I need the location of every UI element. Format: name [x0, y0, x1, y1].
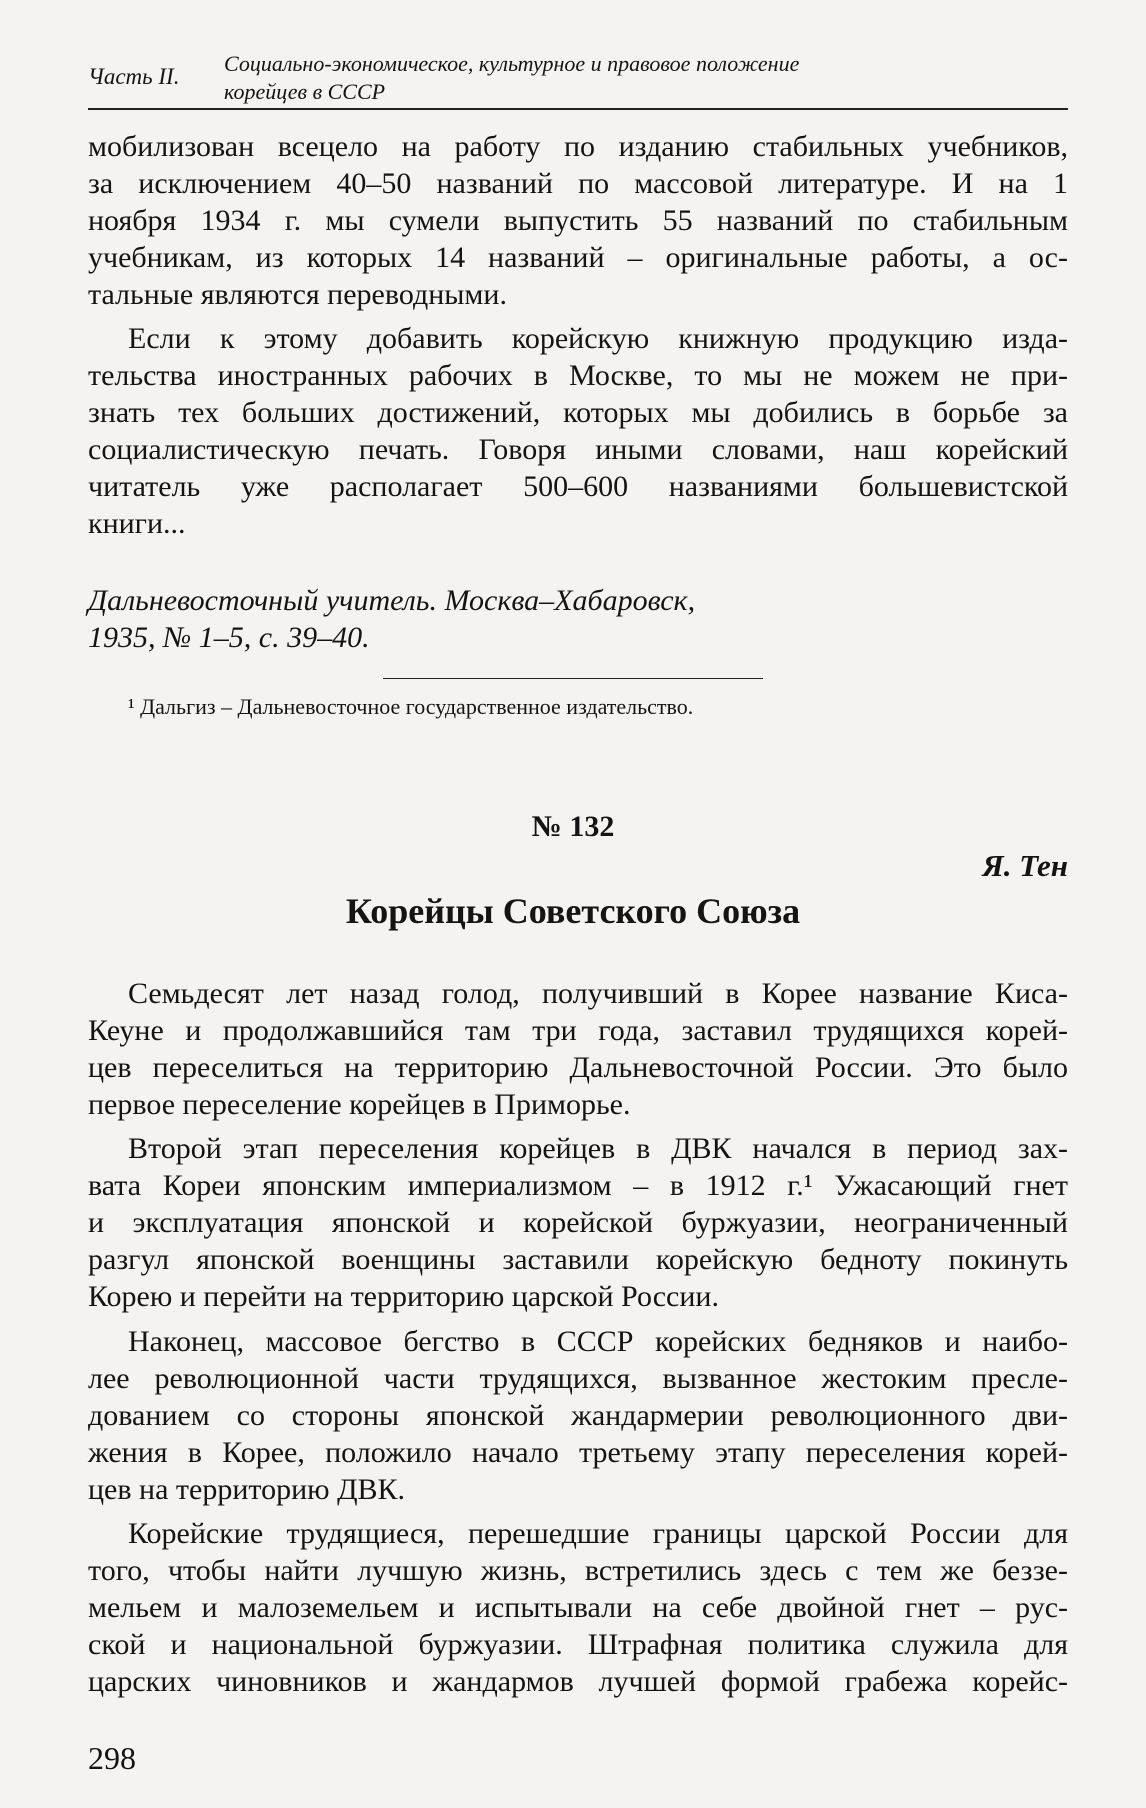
text-line: книги...: [88, 507, 186, 540]
text-line: Второй этап переселения корейцев в ДВК начался в период зах-: [128, 1132, 1068, 1165]
text-line: цев на территорию ДВК.: [88, 1473, 406, 1506]
text-line: тальные являются переводными.: [88, 278, 507, 311]
text-line: ской и национальной буржуазии. Штрафная политика служила для: [88, 1628, 1068, 1661]
text-line: царских чиновников и жандармов лучшей формой грабежа корейс-: [88, 1665, 1068, 1698]
text-line: Кеуне и продолжавшийся там три года, заставил трудящихся корей-: [88, 1014, 1068, 1047]
citation-line: Дальневосточный учитель. Москва–Хабаровск,: [88, 584, 696, 617]
paragraph-3: [88, 975, 1068, 1123]
text-line: лее революционной части трудящихся, вызванное жестоким пресле-: [88, 1362, 1068, 1395]
text-line: читатель уже располагает 500–600 названиями большевистской: [88, 470, 1068, 503]
text-line: Корею и перейти на территорию царской России.: [88, 1280, 719, 1313]
text-line: учебникам, из которых 14 названий – оригинальные работы, а ос-: [88, 241, 1068, 274]
paragraph-5: [88, 1323, 1068, 1508]
text-line: мобилизован всецело на работу по изданию стабильных учебников,: [88, 130, 1068, 163]
paragraph-4: [88, 1130, 1068, 1315]
header-title-line: корейцев в СССР: [224, 79, 386, 104]
footnote: ¹ Дальгиз – Дальневосточное государственное издательство.: [128, 694, 694, 719]
paragraph-2: [88, 320, 1068, 542]
document-author: Я. Тен: [982, 848, 1068, 883]
text-line: вата Кореи японским империализмом – в 1912 г.¹ Ужасающий гнет: [88, 1169, 1068, 1202]
text-line: мельем и малоземельем и испытывали на себе двойной гнет – рус-: [88, 1591, 1068, 1624]
header-title-line: Социально-экономическое, культурное и правовое положение: [224, 51, 800, 76]
source-citation: [88, 582, 1068, 656]
text-line: дованием со стороны японской жандармерии революционного дви-: [88, 1399, 1068, 1432]
text-line: Наконец, массовое бегство в СССР корейских бедняков и наибо-: [128, 1325, 1068, 1358]
header-rule: [88, 108, 1068, 110]
text-line: Если к этому добавить корейскую книжную продукцию изда-: [128, 322, 1068, 355]
document-title: Корейцы Советского Союза: [345, 891, 801, 931]
text-line: социалистическую печать. Говоря иными словами, наш корейский: [88, 433, 1068, 466]
page-number: 298: [88, 1740, 136, 1776]
text-line: Семьдесят лет назад голод, получивший в Корее название Киса-: [128, 977, 1068, 1010]
running-header: [88, 50, 1068, 106]
text-line: тельства иностранных рабочих в Москве, то мы не можем не при-: [88, 359, 1068, 392]
header-section-title: [224, 50, 799, 106]
document-number: № 132: [531, 810, 615, 843]
paragraph-1: [88, 128, 1068, 313]
text-line: и эксплуатация японской и корейской буржуазии, неограниченный: [88, 1206, 1068, 1239]
text-line: разгул японской военщины заставили корейскую бедноту покинуть: [88, 1243, 1068, 1276]
text-line: жения в Корее, положило начало третьему этапу переселения корей-: [88, 1436, 1068, 1469]
text-line: цев переселиться на территорию Дальневосточной России. Это было: [88, 1051, 1068, 1084]
text-line: ноября 1934 г. мы сумели выпустить 55 названий по стабильным: [88, 204, 1068, 237]
header-part-label: Часть II.: [88, 64, 180, 89]
text-line: Корейские трудящиеся, перешедшие границы царской России для: [128, 1517, 1068, 1550]
text-line: того, чтобы найти лучшую жизнь, встретились здесь с тем же беззе-: [88, 1554, 1068, 1587]
citation-line: 1935, № 1–5, с. 39–40.: [88, 621, 370, 654]
footnote-rule: [383, 678, 763, 679]
text-line: знать тех больших достижений, которых мы добились в борьбе за: [88, 396, 1068, 429]
text-line: за исключением 40–50 названий по массовой литературе. И на 1: [88, 167, 1068, 200]
paragraph-6: [88, 1515, 1068, 1700]
text-line: первое переселение корейцев в Приморье.: [88, 1088, 631, 1121]
